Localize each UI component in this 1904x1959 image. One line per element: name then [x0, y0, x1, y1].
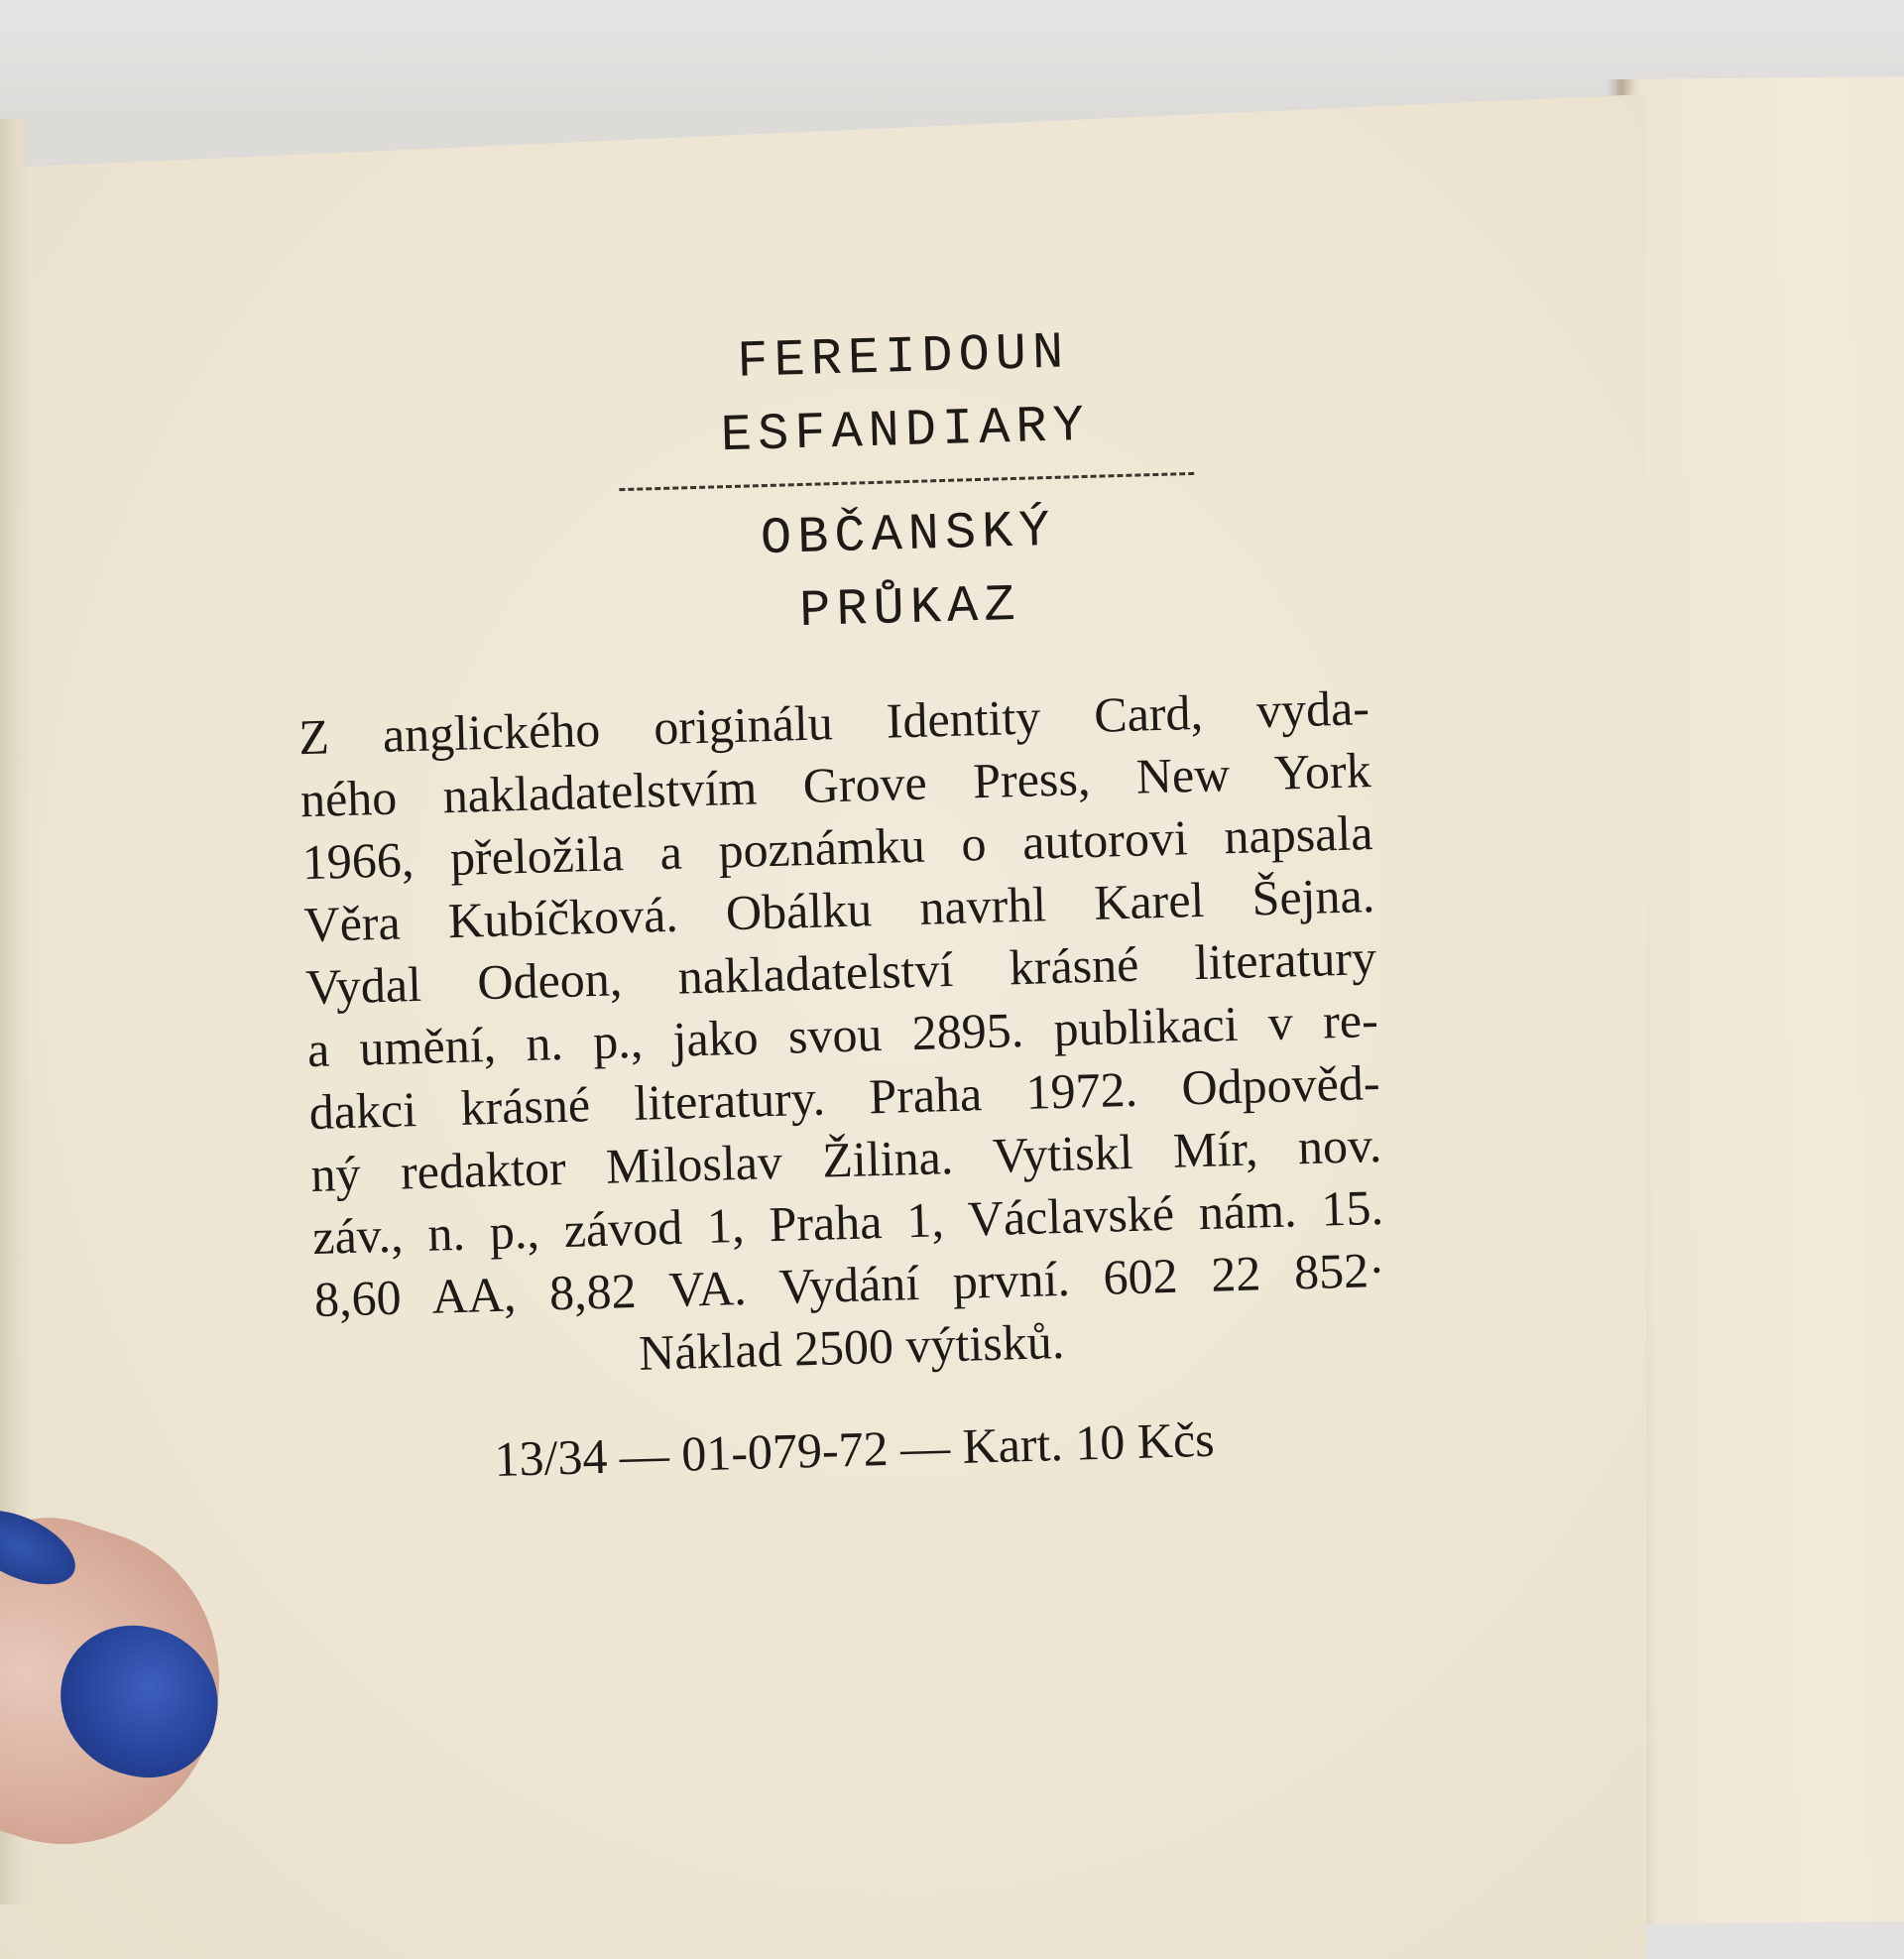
colophon-line: 1966, přeložila a poznámku o autorovi napsala [300, 804, 1374, 891]
facing-page [1616, 76, 1904, 1924]
author-name [615, 313, 1194, 476]
author-first-name: FEREIDOUN [736, 323, 1070, 392]
colophon-line: a umění, n. p., jako svou 2895. publikaci v re- [306, 991, 1379, 1078]
dashed-divider [619, 472, 1194, 491]
colophon-line: ný redaktor Miloslav Žilina. Vytiskl Mír, nov. [309, 1116, 1382, 1203]
author-last-name: ESFANDIARY [720, 396, 1091, 466]
colophon-line-print-run: Náklad 2500 výtisků. [638, 1312, 1065, 1381]
imprint-text [298, 306, 1460, 1491]
colophon-paragraph [298, 676, 1387, 1394]
colophon-line: dakci krásné literatury. Praha 1972. Odpověd- [308, 1053, 1381, 1141]
colophon-line: 8,60 AA, 8,82 VA. Vydání první. 602 22 852· [313, 1241, 1386, 1328]
colophon-line: ného nakladatelstvím Grove Press, New York [299, 742, 1372, 828]
title-line-2: PRŮKAZ [798, 575, 1022, 642]
book-title [620, 491, 1199, 654]
colophon-line: Z anglického originálu Identity Card, vyda- [298, 679, 1370, 766]
title-line-1: OBČANSKÝ [760, 501, 1057, 569]
colophon-line: záv., n. p., závod 1, Praha 1, Václavské nám. 15. [311, 1178, 1384, 1266]
catalog-code: 13/34 — 01-079-72 — Kart. 10 Kčs [493, 1410, 1216, 1488]
colophon-line: Vydal Odeon, nakladatelství krásné literatury [304, 928, 1377, 1016]
colophon-line: Věra Kubíčková. Obálku navrhl Karel Šejna. [302, 867, 1375, 953]
